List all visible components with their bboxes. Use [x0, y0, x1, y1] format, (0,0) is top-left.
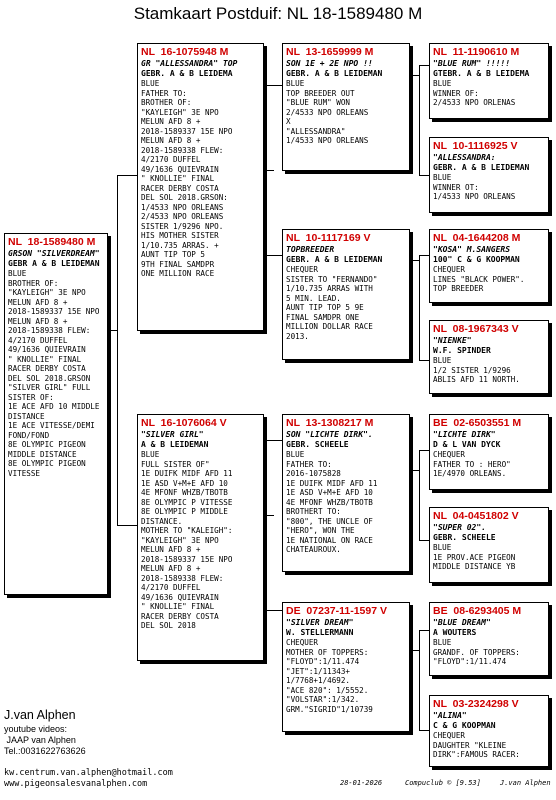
- detail-line: "ALLESSANDRA": [286, 126, 346, 136]
- ring-number: NL 10-1117169 V: [286, 232, 371, 244]
- detail-line: DAUGHTER "KLEINE: [433, 740, 507, 750]
- card-details: [433, 173, 545, 202]
- pedigree-card-subject[interactable]: [4, 233, 108, 595]
- detail-line: BLUE: [433, 543, 452, 552]
- detail-line: SISTER OF:: [8, 392, 54, 402]
- detail-line: "JET":1/11343+: [286, 666, 351, 676]
- detail-line: "BLUE RUM" WON: [286, 98, 351, 107]
- detail-line: X: [286, 117, 291, 126]
- detail-line: 9TH FINAL SAMDPR: [141, 259, 215, 269]
- ring-number: DE 07237-11-1597 V: [286, 605, 387, 617]
- owner-name: GEBR. SCHEELE: [286, 440, 349, 449]
- pigeon-name: "SILVER GIRL": [141, 430, 204, 439]
- detail-line: MELUN AFD 8 +: [141, 545, 201, 554]
- detail-line: 1E ACE VITESSE/DEMI: [8, 421, 95, 430]
- detail-line: FATHER TO:: [141, 88, 187, 98]
- detail-line: CHATEAUROUX.: [286, 545, 341, 554]
- detail-line: 4/2170 DUFFEL: [141, 583, 201, 592]
- detail-line: 1/4533 NPO ORLEANS: [433, 192, 516, 201]
- owner-name: GEBR. A & B LEIDEMAN: [286, 255, 383, 264]
- pedigree-card-father[interactable]: [137, 43, 264, 331]
- detail-line: FINAL SAMDPR ONE: [286, 312, 360, 322]
- card-details: [433, 450, 545, 479]
- detail-line: 49/1636 QUIEVRAIN: [141, 592, 219, 602]
- detail-line: SISTER 1/9296 NPO.: [141, 221, 224, 231]
- detail-line: BLUE: [433, 638, 452, 647]
- detail-line: 1E DUIFK MIDF AFD 11: [141, 469, 233, 478]
- detail-line: MELUN AFD 8 +: [141, 117, 201, 126]
- owner-name: C & G KOOPMAN: [433, 721, 496, 730]
- owner-name: 100" C & G KOOPMAN: [433, 255, 520, 264]
- detail-line: 2013.: [286, 331, 309, 341]
- author-credit: J.van Alphen: [500, 779, 551, 787]
- pigeon-name: "LICHTE DIRK": [433, 430, 496, 439]
- detail-line: DEL SOL 2018: [141, 621, 196, 630]
- card-details: [141, 450, 260, 631]
- owner-name: GEBR. A & B LEIDEMAN: [433, 163, 530, 172]
- detail-line: AUNT TIP TOP 5 9E: [286, 303, 364, 312]
- detail-line: 8E OLYMPIC PIGEON: [8, 459, 86, 468]
- ring-number: NL 04-0451802 V: [433, 510, 519, 522]
- ring-number: NL 04-1644208 M: [433, 232, 521, 244]
- youtube-channel: JAAP van Alphen: [4, 735, 76, 745]
- detail-line: " KNOLLIE" FINAL: [8, 354, 82, 364]
- detail-line: " KNOLLIE" FINAL: [141, 602, 215, 611]
- detail-line: BROTHERT TO:: [286, 507, 341, 516]
- breeder-name: J.van Alphen: [4, 708, 76, 722]
- detail-line: CHEQUER: [433, 731, 466, 740]
- detail-line: 1/10.735 ARRAS. +: [141, 240, 219, 250]
- detail-line: FATHER TO:: [286, 459, 332, 469]
- pigeon-name: "ALLESSANDRA:: [433, 153, 496, 162]
- detail-line: 1/2 SISTER 1/9296: [433, 365, 511, 375]
- ring-number: NL 13-1308217 M: [286, 417, 374, 429]
- ring-number: NL 16-1075948 M: [141, 46, 229, 58]
- detail-line: BLUE: [433, 173, 452, 182]
- detail-line: MILLION DOLLAR RACE: [286, 322, 373, 331]
- pigeon-name: "SILVER DREAM": [286, 618, 354, 627]
- card-details: [8, 269, 104, 478]
- detail-line: 2/4533 NPO ORLEANS: [141, 212, 224, 221]
- detail-line: BLUE: [141, 450, 160, 459]
- owner-name: W. STELLERMANN: [286, 628, 354, 637]
- pigeon-name: TOPBREEDER: [286, 245, 335, 254]
- pedigree-card-fff[interactable]: [429, 43, 549, 119]
- owner-name: A WOUTERS: [433, 628, 477, 637]
- card-details: [286, 638, 406, 714]
- detail-line: 2/4533 NPO ORLEANS: [286, 107, 369, 117]
- software-credit: Compuclub © [9.53]: [405, 779, 481, 787]
- detail-line: GRANDF. OF TOPPERS:: [433, 647, 520, 657]
- pigeon-name: "BLUE RUM" !!!!!: [433, 59, 511, 68]
- print-date: 28-01-2026: [340, 779, 383, 787]
- detail-line: "KAYLEIGH" 3E NPO: [141, 535, 219, 545]
- detail-line: FULL SISTER OF": [141, 459, 210, 469]
- detail-line: DISTANCE.: [141, 516, 183, 526]
- detail-line: "KAYLEIGH" 3E NPO: [8, 288, 86, 297]
- detail-line: MOTHER OF TOPPERS:: [286, 647, 369, 657]
- detail-line: 1E ASD V+M+E AFD 10: [286, 488, 373, 497]
- detail-line: DEL SOL 2018.GRSON: [8, 373, 91, 383]
- detail-line: 1/10.735 ARRAS WITH: [286, 284, 373, 293]
- detail-line: MOTHER TO "KALEIGH":: [141, 526, 233, 535]
- card-details: [433, 543, 545, 572]
- detail-line: BLUE: [286, 79, 305, 88]
- detail-line: 2/4533 NPO ORLENAS: [433, 98, 516, 107]
- detail-line: MELUN AFD 8 +: [141, 136, 201, 145]
- detail-line: 2018-1589338 FLEW:: [141, 573, 224, 583]
- detail-line: TOP BREEDER OUT: [286, 88, 355, 98]
- pigeon-name: "ALINA": [433, 711, 467, 720]
- detail-line: SISTER TO "FERNANDO": [286, 274, 378, 284]
- detail-line: 1E NATIONAL ON RACE: [286, 535, 373, 545]
- detail-line: FOND/FOND: [8, 430, 50, 440]
- detail-line: AUNT TIP TOP 5: [141, 250, 206, 259]
- detail-line: 8E OLYMPIC PIGEON: [8, 440, 86, 449]
- detail-line: CHEQUER: [286, 265, 319, 274]
- detail-line: VITESSE: [8, 468, 41, 478]
- detail-line: 1/4533 NPO ORLEANS: [286, 136, 369, 145]
- detail-line: 2018-1589338 FLEW:: [8, 326, 91, 335]
- detail-line: 8E OLYMPIC P VITESSE: [141, 497, 233, 507]
- owner-name: GEBR. SCHEELE: [433, 533, 496, 542]
- detail-line: ONE MILLION RACE: [141, 269, 215, 278]
- detail-line: "HERO", WON THE: [286, 526, 355, 535]
- detail-line: MIDDLE DISTANCE: [8, 449, 77, 459]
- detail-line: "800", THE UNCLE OF: [286, 516, 373, 526]
- detail-line: BLUE: [8, 269, 27, 278]
- detail-line: "FLOYD":1/11.474: [433, 657, 507, 666]
- detail-line: 2016-1075828: [286, 469, 341, 478]
- detail-line: RACER DERBY COSTA: [141, 611, 219, 621]
- ring-number: BE 08-6293405 M: [433, 605, 522, 617]
- detail-line: BLUE: [286, 450, 305, 459]
- page-title: Stamkaart Postduif: NL 18-1589480 M: [133, 4, 423, 23]
- ring-number: NL 11-1190610 M: [433, 46, 520, 58]
- detail-line: CHEQUER: [433, 265, 466, 274]
- owner-name: A & B LEIDEMAN: [141, 440, 209, 449]
- detail-line: 49/1636 QUIEVRAIN: [8, 345, 86, 354]
- pedigree-card-ffm[interactable]: [429, 137, 549, 213]
- owner-name: GEBR. A & B LEIDEMA: [141, 69, 233, 78]
- detail-line: 2018-1589337 15E NPO: [8, 307, 100, 316]
- detail-line: ABLIS AFD 11 NORTH.: [433, 375, 520, 384]
- detail-line: 4/2170 DUFFEL: [8, 335, 68, 345]
- detail-line: " KNOLLIE" FINAL: [141, 174, 215, 183]
- detail-line: "VOLSTAR":1/342.: [286, 695, 360, 704]
- detail-line: 1E ACE AFD 10 MIDDLE: [8, 402, 100, 411]
- pigeon-name: SON "LICHTE DIRK".: [286, 430, 373, 439]
- detail-line: 2018-1589337 15E NPO: [141, 126, 233, 136]
- card-details: [433, 731, 545, 760]
- youtube-label: youtube videos:: [4, 724, 68, 734]
- detail-line: 1/7768+1/4692.: [286, 676, 351, 685]
- detail-line: 8E OLYMPIC P MIDDLE: [141, 507, 228, 516]
- ring-number: BE 02-6503551 M: [433, 417, 522, 429]
- owner-name: GEBR. A & B LEIDEMAN: [286, 69, 383, 78]
- detail-line: BLUE: [433, 79, 452, 88]
- detail-line: BLUE: [141, 79, 160, 88]
- detail-line: HIS MOTHER SISTER: [141, 231, 219, 240]
- card-details: [141, 79, 260, 279]
- pigeon-name: "SUPER 02".: [433, 523, 486, 532]
- detail-line: MELUN AFD 8 +: [8, 297, 68, 307]
- email-address[interactable]: kw.centrum.van.alphen@hotmail.com: [4, 768, 173, 778]
- owner-name: D & L VAN DYCK: [433, 440, 501, 449]
- detail-line: MELUN AFD 8 +: [8, 316, 68, 326]
- detail-line: CHEQUER: [433, 450, 466, 459]
- pigeon-name: "BLUE DREAM": [433, 618, 491, 627]
- detail-line: FATHER TO : HERO": [433, 459, 511, 469]
- detail-line: RACER DERBY COSTA: [141, 183, 219, 193]
- card-details: [286, 265, 406, 341]
- pedigree-card-ff[interactable]: [282, 43, 410, 171]
- detail-line: RACER DERBY COSTA: [8, 364, 86, 373]
- detail-line: 2018-1589337 15E NPO: [141, 554, 233, 564]
- detail-line: "FLOYD":1/11.474: [286, 657, 360, 666]
- detail-line: DISTANCE: [8, 411, 45, 421]
- pigeon-name: "NIENKE": [433, 336, 472, 345]
- pigeon-name: "KOSA" M.SANGERS: [433, 245, 511, 254]
- pedigree-card-mf[interactable]: [282, 414, 410, 572]
- detail-line: 1E DUIFK MIDF AFD 11: [286, 478, 378, 488]
- ring-number: NL 08-1967343 V: [433, 323, 519, 335]
- pedigree-card-mm[interactable]: [282, 602, 410, 732]
- detail-line: GRM."SIGRID"1/10739: [286, 704, 373, 714]
- detail-line: TOP BREEDER: [433, 284, 484, 293]
- pedigree-card-mmm[interactable]: [429, 695, 549, 767]
- pedigree-card-fm[interactable]: [282, 229, 410, 360]
- detail-line: WINNER OT:: [433, 182, 479, 192]
- detail-line: CHEQUER: [286, 638, 319, 647]
- detail-line: BLUE: [433, 356, 452, 365]
- detail-line: "SILVER GIRL" FULL: [8, 383, 91, 392]
- owner-name: GTEBR. A & B LEIDEMA: [433, 69, 530, 78]
- ring-number: NL 13-1659999 M: [286, 46, 374, 58]
- owner-name: W.F. SPINDER: [433, 346, 491, 355]
- ring-number: NL 16-1076064 V: [141, 417, 227, 429]
- pedigree-card-fmf[interactable]: [429, 229, 549, 303]
- owner-name: GEBR A & B LEIDEMAN: [8, 259, 100, 268]
- ring-number: NL 03-2324298 V: [433, 698, 519, 710]
- detail-line: DIRK":FAMOUS RACER:: [433, 750, 520, 759]
- detail-line: DEL SOL 2018.GRSON:: [141, 193, 228, 202]
- detail-line: 1E PROV.ACE PIGEON: [433, 552, 516, 562]
- pedigree-card-fmm[interactable]: [429, 320, 549, 394]
- ring-number: NL 10-1116925 V: [433, 140, 518, 152]
- detail-line: 4E MFONF WHZB/TBOTB: [141, 488, 228, 497]
- ring-number: NL 18-1589480 M: [8, 236, 96, 248]
- detail-line: 1E ASD V+M+E AFD 10: [141, 478, 228, 488]
- detail-line: 49/1636 QUIEVRAIN: [141, 164, 219, 174]
- detail-line: 1E/4970 ORLEANS.: [433, 469, 507, 478]
- pedigree-card-mfm[interactable]: [429, 507, 549, 583]
- detail-line: BROTHER OF:: [8, 278, 59, 288]
- detail-line: MELUN AFD 8 +: [141, 564, 201, 573]
- detail-line: WINNER OF:: [433, 88, 479, 98]
- card-details: [286, 79, 406, 146]
- detail-line: LINES "BLACK POWER".: [433, 274, 525, 284]
- pedigree-card-mother[interactable]: [137, 414, 264, 661]
- detail-line: 5 MIN. LEAD.: [286, 293, 341, 303]
- detail-line: MIDDLE DISTANCE YB: [433, 562, 516, 571]
- detail-line: 4E MFONF WHZB/TBOTB: [286, 497, 373, 507]
- detail-line: BROTHER OF:: [141, 98, 192, 107]
- pedigree-card-mff[interactable]: [429, 414, 549, 490]
- pigeon-name: GR "ALLESSANDRA" TOP: [141, 59, 238, 68]
- detail-line: 1/4533 NPO ORLEANS: [141, 202, 224, 212]
- detail-line: "KAYLEIGH" 3E NPO: [141, 107, 219, 117]
- card-details: [433, 265, 545, 294]
- pigeon-name: SON 1E + 2E NPO !!: [286, 59, 373, 68]
- card-details: [433, 356, 545, 385]
- pigeon-name: GRSON "SILVERDREAM": [8, 249, 100, 258]
- detail-line: 2018-1589338 FLEW:: [141, 145, 224, 155]
- card-details: [433, 79, 545, 108]
- phone-number: Tel.:0031622763626: [4, 746, 86, 756]
- pedigree-card-mmf[interactable]: [429, 602, 549, 676]
- card-details: [286, 450, 406, 555]
- card-details: [433, 638, 545, 667]
- website-link[interactable]: www.pigeonsalesvanalphen.com: [4, 779, 148, 789]
- detail-line: 4/2170 DUFFEL: [141, 155, 201, 164]
- detail-line: "ACE 820": 1/5552.: [286, 685, 369, 695]
